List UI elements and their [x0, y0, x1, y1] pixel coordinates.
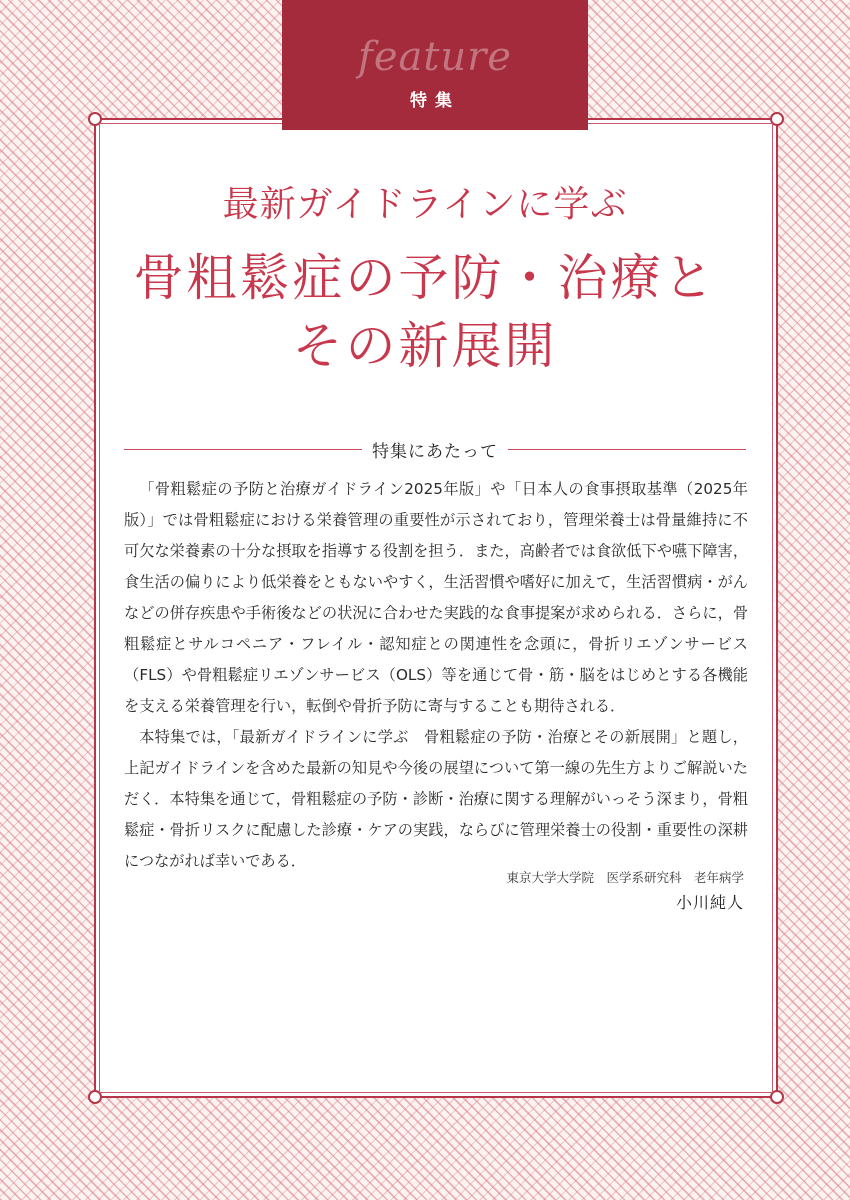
frame-corner-ornament — [770, 1090, 784, 1104]
feature-label: 特集 — [410, 91, 460, 111]
section-heading-label: 特集にあたって — [372, 442, 498, 462]
frame-corner-ornament — [88, 112, 102, 126]
author-affiliation: 東京大学大学院 医学系研究科 老年病学 — [506, 870, 744, 885]
introduction-paragraph-1: 「骨粗鬆症の予防と治療ガイドライン2025年版」や「日本人の食事摂取基準（2025年版）」では骨粗鬆症における栄養管理の重要性が示されており，管理栄養士は骨量維持に不可欠な栄養素の十分な摂取を指導する役割を担う．また，高齢者では食欲低下や嚥下障害，食生活の偏りにより低栄養をともないやすく，生活習慣や嗜好に加えて，生活習慣病・がんなどの併存疾患や手術後などの状況に合わせた実践的な食事提案が求められる．さらに，骨粗鬆症とサルコペニア・フレイル・認知症との関連性を念頭に，骨折リエゾンサービス（FLS）や骨粗鬆症リエゾンサービス（OLS）等を通じて骨・筋・脳をはじめとする各機能を支える栄養管理を行い，転倒や骨折予防に寄与することも期待される． — [124, 480, 748, 715]
heading-rule-right — [508, 449, 746, 450]
introduction-text — [124, 474, 748, 877]
author-name: 小川純人 — [675, 893, 744, 912]
frame-corner-ornament — [770, 112, 784, 126]
feature-tab — [282, 0, 588, 130]
feature-script-text: feature — [358, 34, 512, 80]
section-heading — [124, 437, 746, 462]
frame-corner-ornament — [88, 1090, 102, 1104]
heading-rule-left — [124, 449, 362, 450]
title-line-3: その新展開 — [292, 317, 558, 375]
introduction-paragraph-2: 本特集では，「最新ガイドラインに学ぶ 骨粗鬆症の予防・治療とその新展開」と題し，上記ガイドラインを含めた最新の知見や今後の展望について第一線の先生方よりご解説いただく．本特集を通じて，骨粗鬆症の予防・診断・治療に関する理解がいっそう深まり，骨粗鬆症・骨折リスクに配慮した診療・ケアの実践，ならびに管理栄養士の役割・重要性の深耕につながれば幸いである． — [124, 728, 748, 870]
title-line-1: 最新ガイドラインに学ぶ — [222, 184, 628, 225]
title-line-2: 骨粗鬆症の予防・治療と — [133, 249, 717, 307]
